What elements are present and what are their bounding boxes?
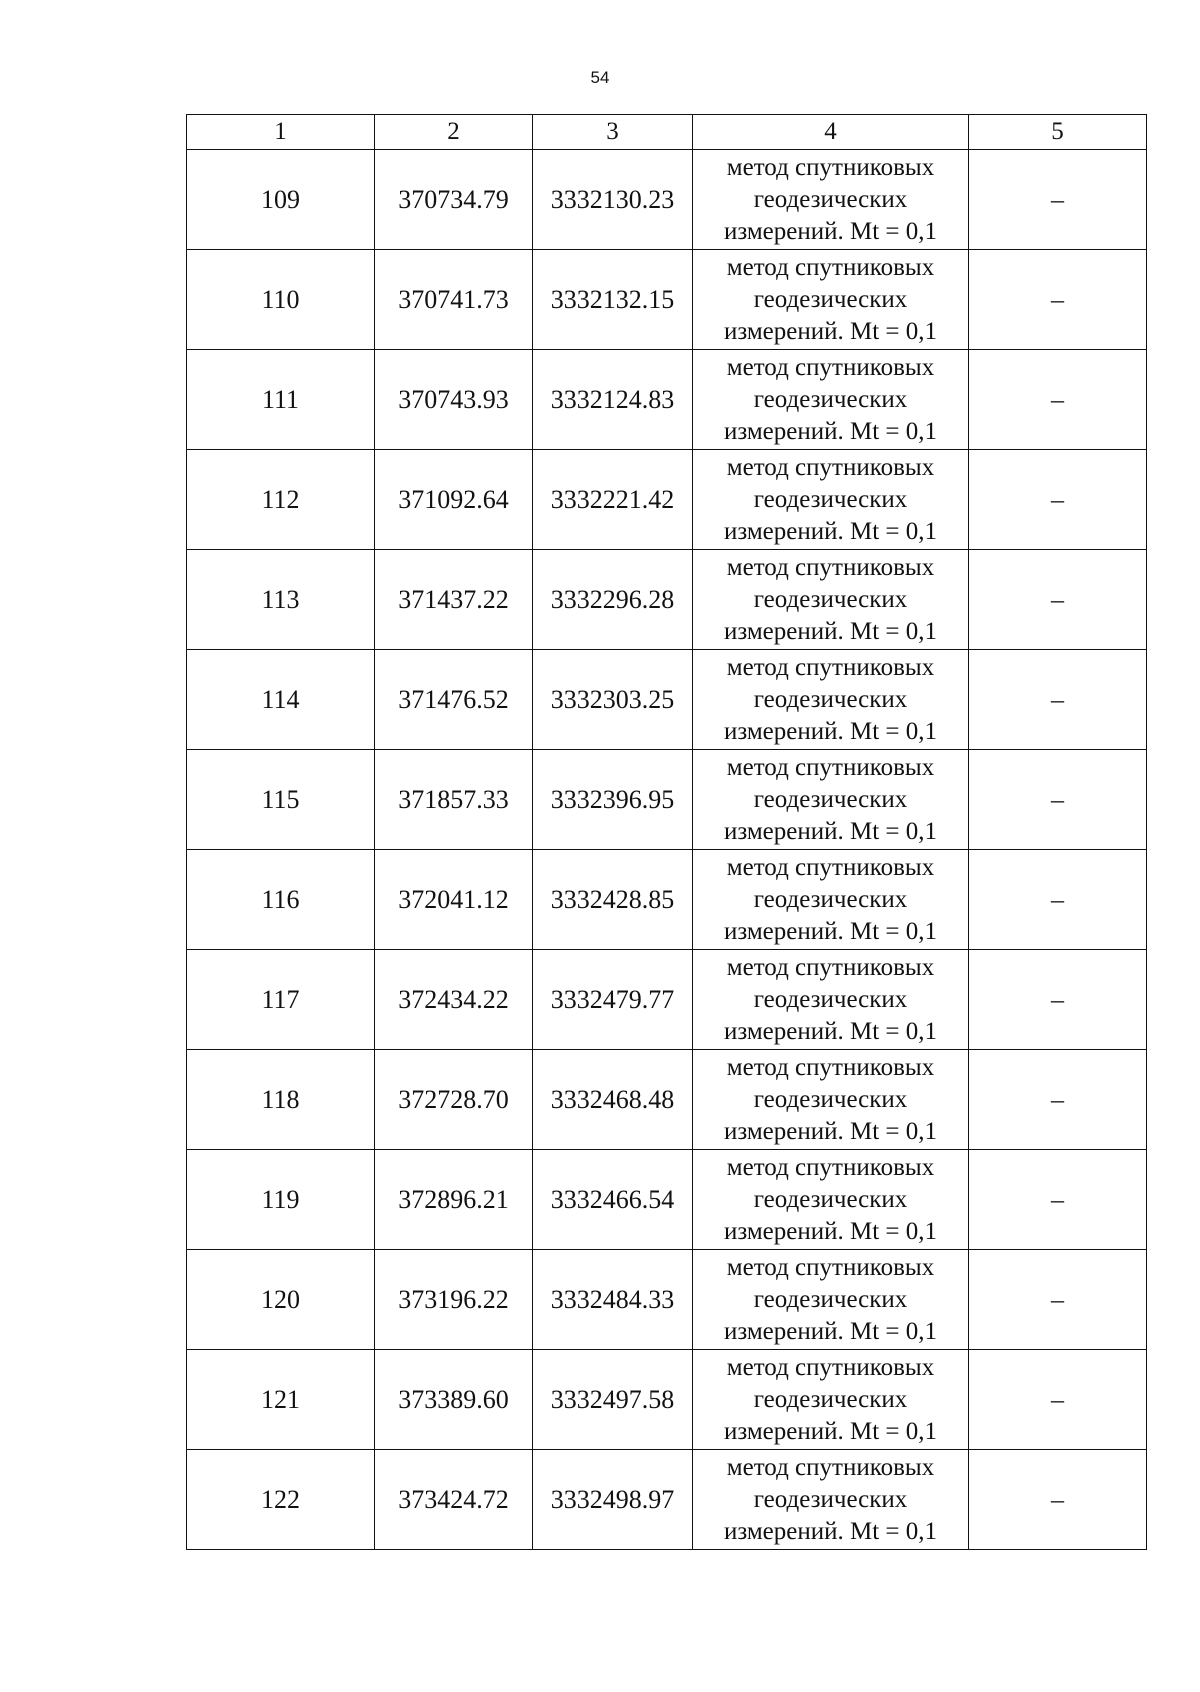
table-row (187, 950, 1147, 1050)
method-line: метод спутниковых (726, 153, 935, 181)
x-coordinate-cell: 372041.12 (375, 850, 533, 950)
table-row (187, 1050, 1147, 1150)
method-cell (693, 1250, 969, 1350)
y-coordinate-cell: 3332296.28 (533, 550, 693, 650)
method-line: измерений. Mt = 0,1 (723, 1017, 938, 1045)
point-number-cell: 116 (187, 850, 375, 950)
method-cell (693, 150, 969, 250)
method-line: метод спутниковых (726, 1453, 935, 1481)
x-coordinate-cell: 371437.22 (375, 550, 533, 650)
method-cell (693, 1050, 969, 1150)
note-cell: – (969, 750, 1147, 850)
method-line: измерений. Mt = 0,1 (723, 1517, 938, 1545)
table-row (187, 550, 1147, 650)
method-cell (693, 950, 969, 1050)
y-coordinate-cell: 3332498.97 (533, 1450, 693, 1550)
point-number-cell: 120 (187, 1250, 375, 1350)
method-cell (693, 250, 969, 350)
method-line: метод спутниковых (726, 653, 935, 681)
point-number-cell: 110 (187, 250, 375, 350)
method-line: геодезических (753, 985, 908, 1013)
method-line: метод спутниковых (726, 253, 935, 281)
x-coordinate-cell: 372434.22 (375, 950, 533, 1050)
point-number-cell: 113 (187, 550, 375, 650)
method-line: метод спутниковых (726, 953, 935, 981)
note-cell: – (969, 1450, 1147, 1550)
method-cell (693, 550, 969, 650)
method-line: измерений. Mt = 0,1 (723, 1417, 938, 1445)
point-number-cell: 115 (187, 750, 375, 850)
table-row (187, 150, 1147, 250)
point-number-cell: 117 (187, 950, 375, 1050)
note-cell: – (969, 350, 1147, 450)
x-coordinate-cell: 373196.22 (375, 1250, 533, 1350)
table-row (187, 650, 1147, 750)
note-cell: – (969, 1350, 1147, 1450)
method-line: геодезических (753, 1385, 908, 1413)
y-coordinate-cell: 3332468.48 (533, 1050, 693, 1150)
x-coordinate-cell: 372728.70 (375, 1050, 533, 1150)
note-cell: – (969, 950, 1147, 1050)
y-coordinate-cell: 3332484.33 (533, 1250, 693, 1350)
method-line: геодезических (753, 1085, 908, 1113)
method-line: измерений. Mt = 0,1 (723, 917, 938, 945)
table-row (187, 1450, 1147, 1550)
method-line: геодезических (753, 385, 908, 413)
method-line: геодезических (753, 785, 908, 813)
method-cell (693, 1350, 969, 1450)
method-cell (693, 650, 969, 750)
table-row (187, 250, 1147, 350)
table-row (187, 450, 1147, 550)
note-cell: – (969, 250, 1147, 350)
note-cell: – (969, 550, 1147, 650)
point-number-cell: 109 (187, 150, 375, 250)
y-coordinate-cell: 3332303.25 (533, 650, 693, 750)
x-coordinate-cell: 370734.79 (375, 150, 533, 250)
method-line: геодезических (753, 1485, 908, 1513)
method-line: измерений. Mt = 0,1 (723, 317, 938, 345)
method-cell (693, 450, 969, 550)
point-number-cell: 114 (187, 650, 375, 750)
point-number-cell: 111 (187, 350, 375, 450)
method-line: метод спутниковых (726, 1353, 935, 1381)
method-line: геодезических (753, 185, 908, 213)
method-cell (693, 850, 969, 950)
method-line: измерений. Mt = 0,1 (723, 517, 938, 545)
method-line: метод спутниковых (726, 553, 935, 581)
y-coordinate-cell: 3332497.58 (533, 1350, 693, 1450)
y-coordinate-cell: 3332479.77 (533, 950, 693, 1050)
x-coordinate-cell: 373424.72 (375, 1450, 533, 1550)
point-number-cell: 112 (187, 450, 375, 550)
y-coordinate-cell: 3332221.42 (533, 450, 693, 550)
y-coordinate-cell: 3332132.15 (533, 250, 693, 350)
method-line: метод спутниковых (726, 853, 935, 881)
method-line: измерений. Mt = 0,1 (723, 1217, 938, 1245)
method-line: геодезических (753, 885, 908, 913)
method-line: геодезических (753, 485, 908, 513)
method-line: измерений. Mt = 0,1 (723, 617, 938, 645)
table-body (187, 150, 1147, 1550)
point-number-cell: 121 (187, 1350, 375, 1450)
table-row (187, 850, 1147, 950)
note-cell: – (969, 1250, 1147, 1350)
x-coordinate-cell: 371476.52 (375, 650, 533, 750)
method-line: метод спутниковых (726, 1153, 935, 1181)
method-line: геодезических (753, 685, 908, 713)
note-cell: – (969, 650, 1147, 750)
note-cell: – (969, 450, 1147, 550)
column-header-3: 3 (533, 115, 693, 150)
y-coordinate-cell: 3332466.54 (533, 1150, 693, 1250)
x-coordinate-cell: 371857.33 (375, 750, 533, 850)
method-line: геодезических (753, 285, 908, 313)
table-row (187, 350, 1147, 450)
method-cell (693, 750, 969, 850)
table-row (187, 750, 1147, 850)
method-cell (693, 1150, 969, 1250)
column-header-4: 4 (693, 115, 969, 150)
x-coordinate-cell: 370741.73 (375, 250, 533, 350)
point-number-cell: 122 (187, 1450, 375, 1550)
note-cell: – (969, 850, 1147, 950)
table-header-row (187, 115, 1147, 150)
method-line: метод спутниковых (726, 1053, 935, 1081)
y-coordinate-cell: 3332130.23 (533, 150, 693, 250)
method-line: измерений. Mt = 0,1 (723, 217, 938, 245)
method-cell (693, 350, 969, 450)
note-cell: – (969, 1050, 1147, 1150)
method-line: геодезических (753, 585, 908, 613)
y-coordinate-cell: 3332124.83 (533, 350, 693, 450)
page-number: 54 (590, 68, 610, 87)
method-line: геодезических (753, 1285, 908, 1313)
point-number-cell: 118 (187, 1050, 375, 1150)
method-line: геодезических (753, 1185, 908, 1213)
table-row (187, 1150, 1147, 1250)
note-cell: – (969, 150, 1147, 250)
y-coordinate-cell: 3332428.85 (533, 850, 693, 950)
table-row (187, 1250, 1147, 1350)
column-header-2: 2 (375, 115, 533, 150)
method-line: измерений. Mt = 0,1 (723, 1317, 938, 1345)
y-coordinate-cell: 3332396.95 (533, 750, 693, 850)
method-line: метод спутниковых (726, 753, 935, 781)
method-line: измерений. Mt = 0,1 (723, 817, 938, 845)
coordinates-table (186, 114, 1147, 1550)
table-row (187, 1350, 1147, 1450)
x-coordinate-cell: 372896.21 (375, 1150, 533, 1250)
x-coordinate-cell: 373389.60 (375, 1350, 533, 1450)
note-cell: – (969, 1150, 1147, 1250)
method-line: измерений. Mt = 0,1 (723, 417, 938, 445)
column-header-1: 1 (187, 115, 375, 150)
x-coordinate-cell: 370743.93 (375, 350, 533, 450)
method-line: измерений. Mt = 0,1 (723, 717, 938, 745)
method-line: метод спутниковых (726, 353, 935, 381)
method-line: метод спутниковых (726, 453, 935, 481)
method-line: метод спутниковых (726, 1253, 935, 1281)
method-line: измерений. Mt = 0,1 (723, 1117, 938, 1145)
column-header-5: 5 (969, 115, 1147, 150)
x-coordinate-cell: 371092.64 (375, 450, 533, 550)
point-number-cell: 119 (187, 1150, 375, 1250)
method-cell (693, 1450, 969, 1550)
